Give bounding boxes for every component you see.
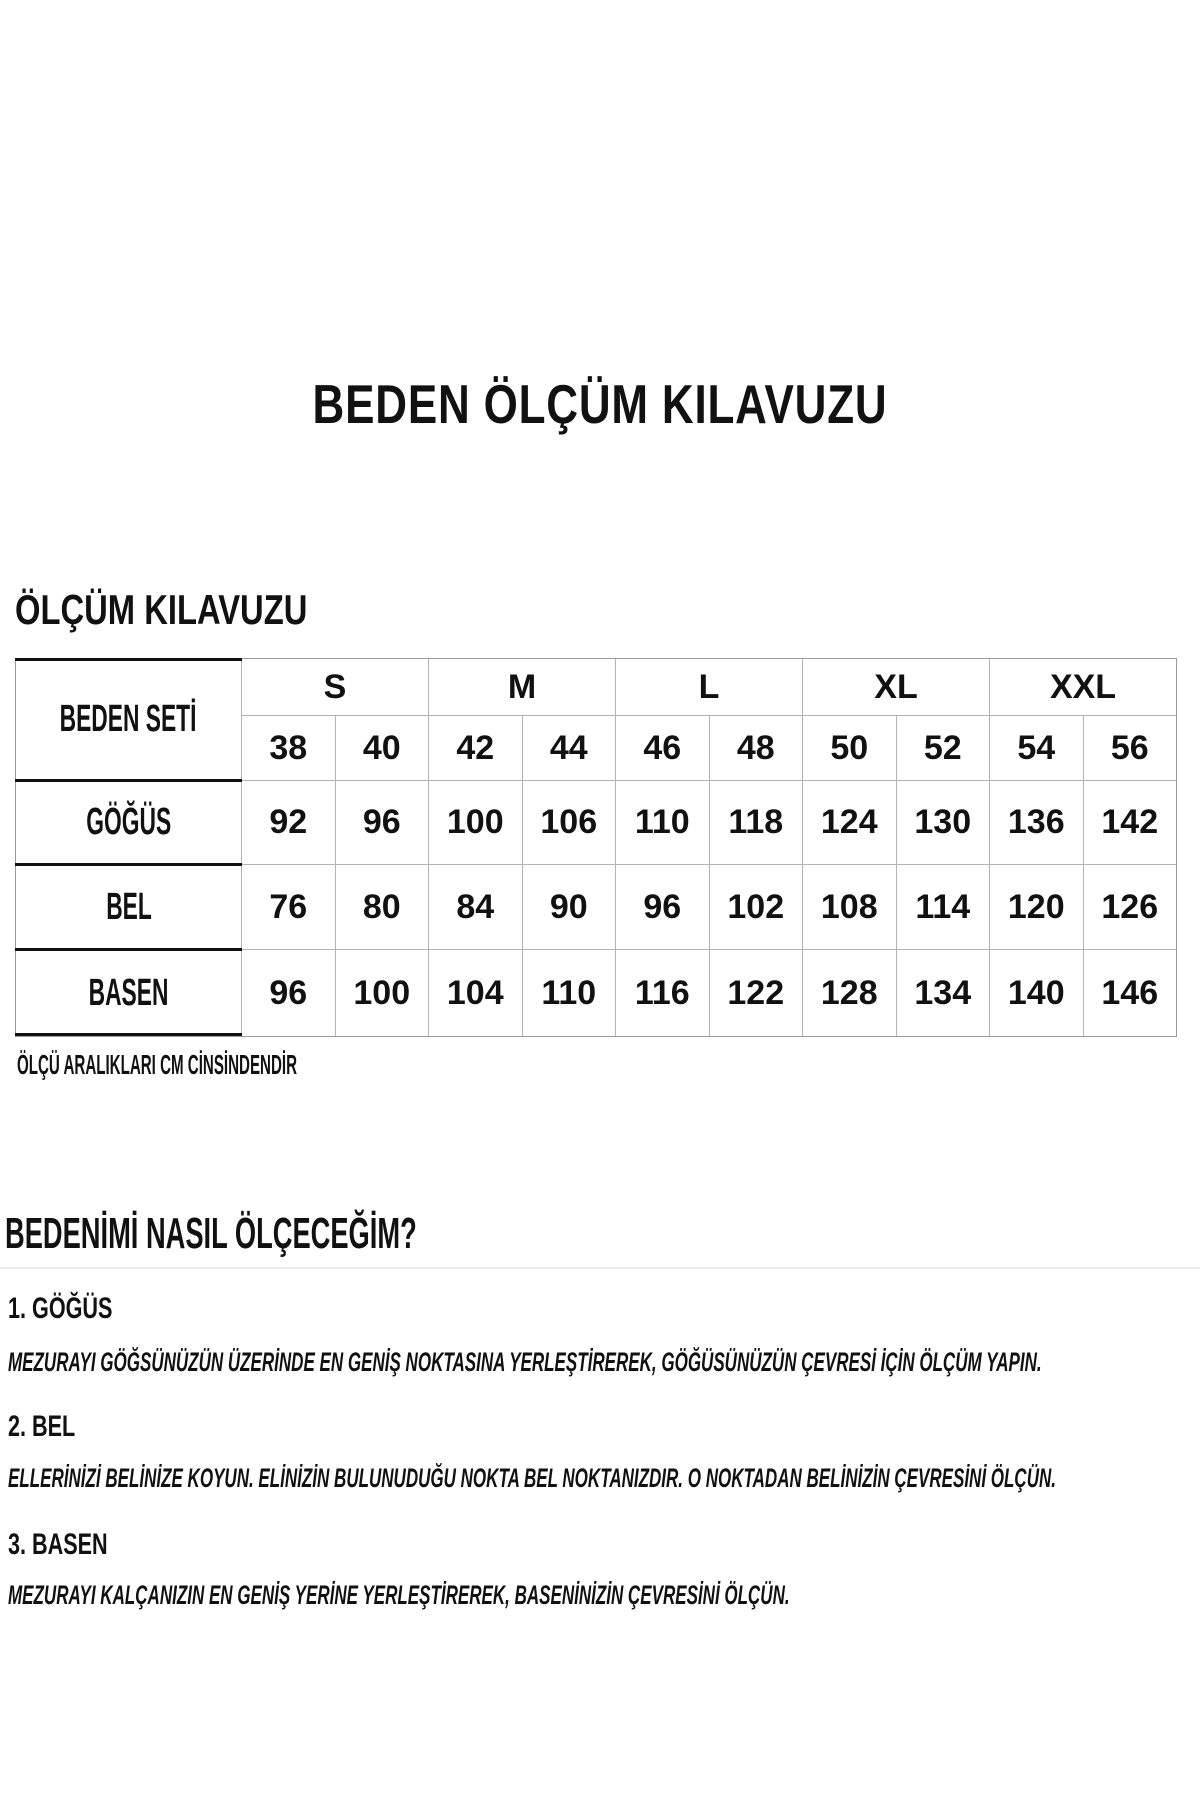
measure-value-cell xyxy=(802,949,896,1036)
table-accent-line xyxy=(15,779,242,782)
measure-value: 128 xyxy=(820,973,878,1012)
row-header-label: BEDEN SETİ xyxy=(60,698,197,740)
measure-value-cell xyxy=(896,864,990,949)
page-title: BEDEN ÖLÇÜM KILAVUZU xyxy=(312,373,888,435)
size-value: 56 xyxy=(1110,728,1149,767)
measure-value: 126 xyxy=(1101,887,1159,926)
measure-value: 142 xyxy=(1101,803,1159,841)
size-cell xyxy=(896,716,990,780)
size-value: 48 xyxy=(736,728,775,767)
measure-value: 100 xyxy=(353,973,411,1012)
measure-value-cell xyxy=(428,780,522,864)
size-group-cell xyxy=(989,659,1176,716)
measure-value-cell xyxy=(615,780,709,864)
measure-value-cell xyxy=(335,864,429,949)
measure-value-cell xyxy=(241,949,335,1036)
measure-value-cell xyxy=(522,949,616,1036)
measure-value: 140 xyxy=(1007,973,1065,1012)
measure-value-cell xyxy=(989,780,1083,864)
measure-value-cell xyxy=(1083,949,1177,1036)
divider-rule xyxy=(0,1267,1200,1269)
table-accent-line xyxy=(15,658,242,661)
table-note: ÖLÇÜ ARALIKLARI CM CİNSİNDENDİR xyxy=(17,1049,297,1080)
measure-value-cell xyxy=(335,949,429,1036)
measure-value-cell xyxy=(428,949,522,1036)
measure-value: 96 xyxy=(643,887,682,926)
measure-value: 110 xyxy=(541,973,597,1012)
measure-label-cell xyxy=(16,864,241,949)
step-text-3: MEZURAYI KALÇANIZIN EN GENİŞ YERİNE YERLEŞTİREREK, BASENİNİZİN ÇEVRESİNİ ÖLÇÜN. xyxy=(8,1580,790,1610)
measure-value: 130 xyxy=(914,803,972,841)
howto-heading: BEDENİMİ NASIL ÖLÇECEĞİM? xyxy=(5,1209,417,1258)
size-value: 54 xyxy=(1017,728,1056,767)
size-cell xyxy=(802,716,896,780)
size-group-cell xyxy=(428,659,615,716)
size-value: 46 xyxy=(643,728,682,767)
size-value: 42 xyxy=(456,728,495,767)
measure-value: 124 xyxy=(820,803,878,841)
measure-value-cell xyxy=(241,864,335,949)
size-value: 40 xyxy=(362,728,401,767)
size-group-cell xyxy=(615,659,802,716)
measure-value: 102 xyxy=(727,887,785,926)
step-title-1: 1. GÖĞÜS xyxy=(8,1292,113,1325)
measure-value-cell xyxy=(1083,780,1177,864)
size-value: 44 xyxy=(549,728,588,767)
measure-value: 76 xyxy=(269,887,308,926)
table-row-header-cell xyxy=(16,659,241,780)
size-group-label: M xyxy=(507,667,537,706)
measure-label: GÖĞÜS xyxy=(86,801,171,843)
size-group-label: L xyxy=(698,667,720,706)
size-group-label: S xyxy=(323,667,347,706)
size-cell xyxy=(615,716,709,780)
table-accent-line xyxy=(15,948,242,951)
measure-value: 80 xyxy=(362,887,401,926)
measure-value: 96 xyxy=(362,803,401,841)
size-cell xyxy=(241,716,335,780)
size-cell xyxy=(428,716,522,780)
measure-value-cell xyxy=(989,864,1083,949)
measure-value-cell xyxy=(709,864,803,949)
size-group-cell xyxy=(802,659,989,716)
measure-value: 104 xyxy=(446,973,504,1012)
measure-value-cell xyxy=(615,864,709,949)
measure-value: 116 xyxy=(634,973,690,1012)
measure-value: 84 xyxy=(456,887,495,926)
measure-value-cell xyxy=(802,864,896,949)
measure-value-cell xyxy=(896,949,990,1036)
size-value: 38 xyxy=(269,728,308,767)
measure-value-cell xyxy=(522,864,616,949)
measure-value: 114 xyxy=(915,887,971,926)
size-cell xyxy=(989,716,1083,780)
measure-value-cell xyxy=(615,949,709,1036)
measure-value: 100 xyxy=(446,803,504,841)
measure-value-cell xyxy=(241,780,335,864)
measure-label-cell xyxy=(16,780,241,864)
measure-value: 108 xyxy=(820,887,878,926)
measure-value: 96 xyxy=(269,973,308,1012)
measure-value: 106 xyxy=(540,803,598,841)
measure-value-cell xyxy=(1083,864,1177,949)
measure-value: 134 xyxy=(914,973,972,1012)
size-value: 50 xyxy=(830,728,869,767)
size-group-label: XL xyxy=(874,667,918,706)
step-text-2: ELLERİNİZİ BELİNİZE KOYUN. ELİNİZİN BULUNUDUĞU NOKTA BEL NOKTANIZDIR. O NOKTADAN BELİNİZİN ÇEVRESİNİ ÖLÇÜN. xyxy=(8,1463,1056,1493)
step-text-1: MEZURAYI GÖĞSÜNÜZÜN ÜZERİNDE EN GENİŞ NOKTASINA YERLEŞTİREREK, GÖĞÜSÜNÜZÜN ÇEVRESİ İÇİN ÖLÇÜM YAPIN. xyxy=(8,1347,1042,1377)
measure-label: BASEN xyxy=(88,971,169,1014)
measure-value: 92 xyxy=(269,803,308,841)
size-cell xyxy=(335,716,429,780)
measure-value-cell xyxy=(896,780,990,864)
step-title-2: 2. BEL xyxy=(8,1410,76,1443)
measure-value-cell xyxy=(709,949,803,1036)
measurement-guide-heading: ÖLÇÜM KILAVUZU xyxy=(15,586,308,633)
measure-value: 146 xyxy=(1101,973,1159,1012)
measure-value-cell xyxy=(335,780,429,864)
measure-value: 120 xyxy=(1007,887,1065,926)
size-cell xyxy=(1083,716,1177,780)
size-cell xyxy=(522,716,616,780)
table-accent-line xyxy=(15,863,242,866)
measure-value: 118 xyxy=(728,803,784,841)
measure-value-cell xyxy=(709,780,803,864)
step-title-3: 3. BASEN xyxy=(8,1528,108,1561)
size-cell xyxy=(709,716,803,780)
measure-value: 122 xyxy=(727,973,785,1012)
measure-value-cell xyxy=(522,780,616,864)
size-value: 52 xyxy=(923,728,962,767)
measure-value: 90 xyxy=(549,887,588,926)
measure-value-cell xyxy=(989,949,1083,1036)
measure-label: BEL xyxy=(105,885,152,928)
table-accent-line xyxy=(15,1033,242,1036)
measure-label-cell xyxy=(16,949,241,1036)
size-group-label: XXL xyxy=(1049,667,1117,706)
measure-value-cell xyxy=(802,780,896,864)
measure-value-cell xyxy=(428,864,522,949)
size-group-cell xyxy=(241,659,428,716)
size-table xyxy=(15,658,1177,1037)
measure-value: 110 xyxy=(634,803,690,841)
measure-value: 136 xyxy=(1007,803,1065,841)
